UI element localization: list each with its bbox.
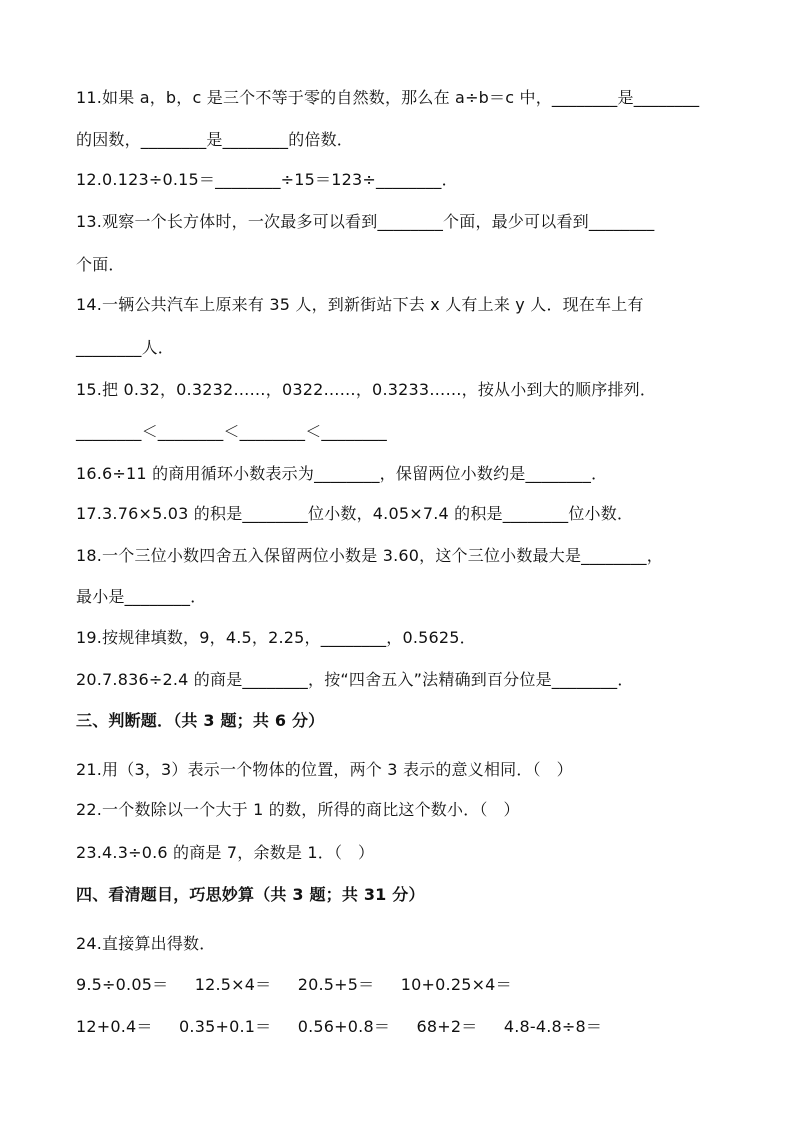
question-14-line-2: ________人． — [76, 338, 175, 357]
question-20: 20.7.836÷2.4 的商是________，按“四舍五入”法精确到百分位是________． — [76, 670, 634, 689]
question-14-line-1: 14.一辆公共汽车上原来有 35 人，到新街站下去 x 人有上来 y 人．现在车上有 — [76, 295, 644, 314]
question-15-line-2: ________＜________＜________＜________ — [76, 422, 387, 441]
question-11-line-2: 的因数，________是________的倍数． — [76, 130, 354, 149]
question-18-line-1: 18.一个三位小数四舍五入保留两位小数是 3.60，这个三位小数最大是________， — [76, 546, 663, 565]
question-22: 22.一个数除以一个大于 1 的数，所得的商比这个数小．（ ） — [76, 800, 520, 819]
question-23: 23.4.3÷0.6 的商是 7，余数是 1．（ ） — [76, 843, 375, 862]
section-3-heading: 三、判断题．（共 3 题；共 6 分） — [76, 711, 325, 730]
question-13-line-1: 13.观察一个长方体时，一次最多可以看到________个面，最少可以看到________ — [76, 212, 655, 231]
question-12: 12.0.123÷0.15＝________÷15＝123÷________． — [76, 170, 458, 189]
question-13-line-2: 个面． — [76, 255, 125, 274]
question-11-line-1: 11.如果 a，b，c 是三个不等于零的自然数，那么在 a÷b＝c 中，________是________ — [76, 88, 700, 107]
question-15-line-1: 15.把 0.32，0.3232……，0322……，0.3233……，按从小到大的顺序排列． — [76, 380, 657, 399]
question-18-line-2: 最小是________． — [76, 587, 207, 606]
question-24: 24.直接算出得数． — [76, 934, 216, 953]
question-17: 17.3.76×5.03 的积是________位小数，4.05×7.4 的积是________位小数． — [76, 504, 634, 523]
question-21: 21.用（3，3）表示一个物体的位置，两个 3 表示的意义相同．（ ） — [76, 760, 573, 779]
question-19: 19.按规律填数，9，4.5，2.25，________，0.5625． — [76, 628, 476, 647]
calc-row-1: 9.5÷0.05＝ 12.5×4＝ 20.5+5＝ 10+0.25×4＝ — [76, 975, 512, 994]
calc-row-2: 12+0.4＝ 0.35+0.1＝ 0.56+0.8＝ 68+2＝ 4.8-4.8÷8＝ — [76, 1017, 603, 1036]
section-4-heading: 四、看清题目，巧思妙算（共 3 题；共 31 分） — [76, 885, 425, 904]
question-16: 16.6÷11 的商用循环小数表示为________，保留两位小数约是________． — [76, 464, 608, 483]
